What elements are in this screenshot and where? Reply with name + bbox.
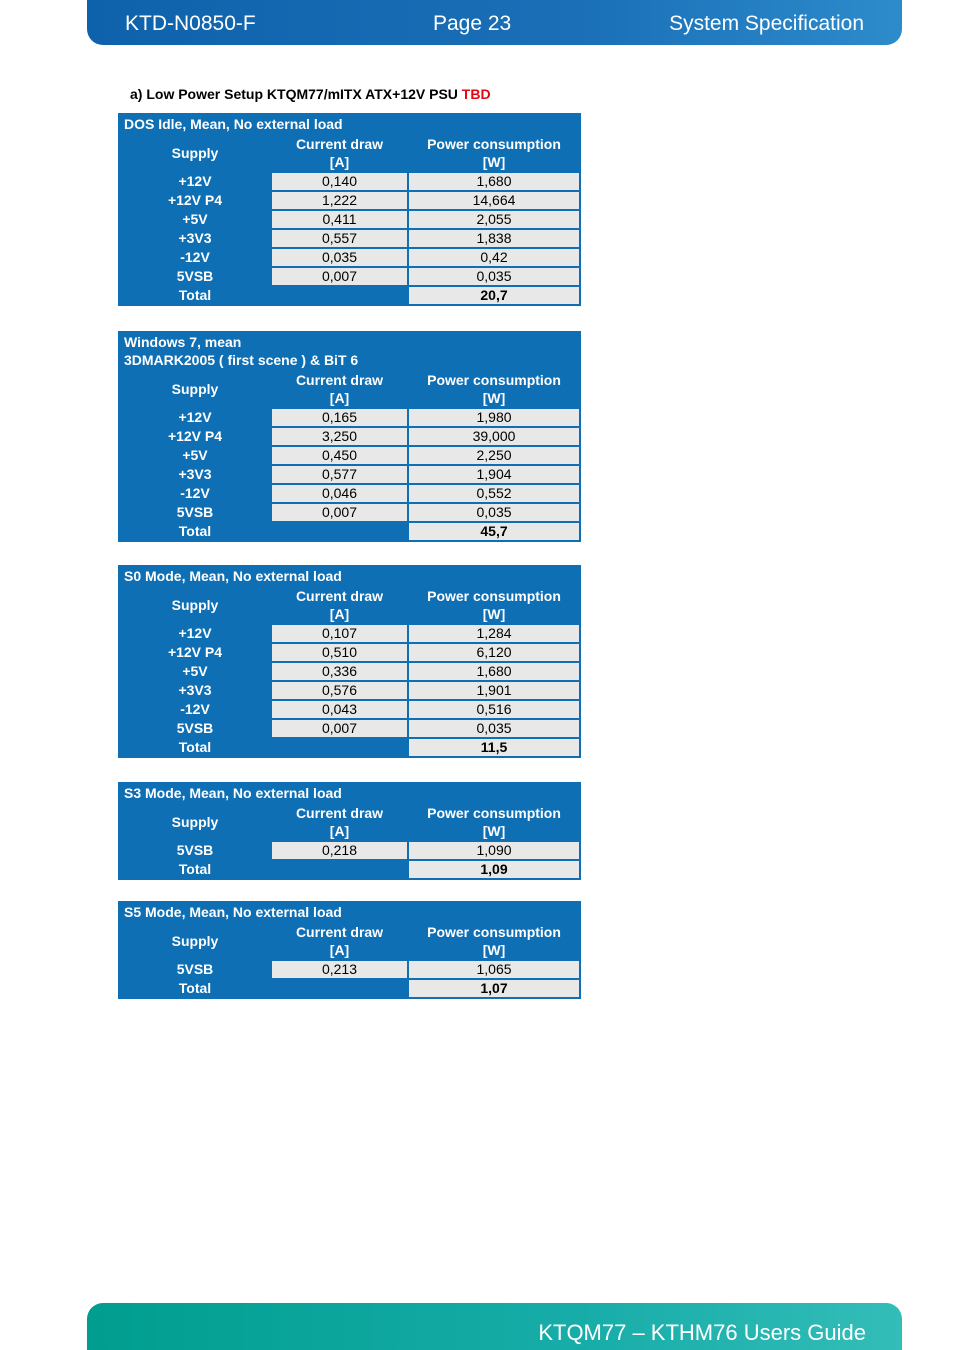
table-row: [120, 173, 579, 190]
page-number: Page 23: [433, 12, 512, 35]
col-header-supply: Supply: [171, 814, 219, 830]
supply-cell: +12V P4: [167, 428, 223, 444]
power-cell: 1,680: [409, 663, 579, 680]
table-title-line: S5 Mode, Mean, No external load: [124, 904, 342, 920]
power-cell: 2,250: [409, 447, 579, 464]
col-header-supply: Supply: [171, 597, 219, 613]
table-row: [120, 625, 579, 642]
col-header-current-line1: Current draw: [295, 136, 384, 152]
section-title: System Specification: [669, 12, 864, 35]
col-header-current: [272, 135, 407, 171]
current-cell: 0,213: [272, 961, 407, 978]
power-table: [118, 113, 581, 306]
table-row: [120, 663, 579, 680]
current-cell: 0,140: [272, 173, 407, 190]
total-row: [120, 739, 579, 756]
total-value: 11,5: [409, 739, 579, 756]
col-header-current: [272, 923, 407, 959]
power-cell: 1,838: [409, 230, 579, 247]
current-cell: 0,107: [272, 625, 407, 642]
supply-cell: +12V P4: [167, 644, 223, 660]
table-row: [120, 249, 579, 266]
current-cell: 0,450: [272, 447, 407, 464]
total-blank-cell: [272, 287, 407, 304]
supply-cell: 5VSB: [176, 268, 214, 284]
supply-cell: 5VSB: [176, 842, 214, 858]
power-cell: 1,680: [409, 173, 579, 190]
col-header-supply: Supply: [171, 933, 219, 949]
power-cell: 1,904: [409, 466, 579, 483]
table-row: [120, 447, 579, 464]
col-header-current: [272, 371, 407, 407]
total-label: Total: [178, 980, 212, 996]
power-table: [118, 331, 581, 542]
current-cell: 0,046: [272, 485, 407, 502]
table-title: [120, 567, 579, 585]
current-cell: 0,336: [272, 663, 407, 680]
supply-cell: +12V: [178, 625, 212, 641]
total-value: 1,09: [409, 861, 579, 878]
current-cell: 0,007: [272, 720, 407, 737]
current-cell: 0,557: [272, 230, 407, 247]
power-cell: 0,035: [409, 268, 579, 285]
table-title-line: Windows 7, mean: [124, 334, 242, 350]
supply-cell: +3V3: [178, 230, 212, 246]
col-header-power-line1: Power consumption: [427, 136, 561, 152]
current-cell: 0,007: [272, 268, 407, 285]
power-cell: 1,980: [409, 409, 579, 426]
current-cell: 0,510: [272, 644, 407, 661]
supply-cell: -12V: [180, 249, 210, 265]
current-cell: 0,577: [272, 466, 407, 483]
doc-id: KTD-N0850-F: [125, 12, 256, 35]
col-header-current: [272, 587, 407, 623]
power-table: [118, 565, 581, 758]
supply-cell: +5V: [182, 211, 208, 227]
col-header-power: [409, 371, 579, 407]
table-row: [120, 504, 579, 521]
power-cell: 1,090: [409, 842, 579, 859]
power-cell: 6,120: [409, 644, 579, 661]
supply-cell: 5VSB: [176, 504, 214, 520]
col-header-power-line2: [W]: [482, 606, 506, 622]
current-cell: 0,411: [272, 211, 407, 228]
supply-cell: -12V: [180, 485, 210, 501]
col-header-power: [409, 923, 579, 959]
table-row: [120, 466, 579, 483]
current-cell: 0,576: [272, 682, 407, 699]
power-cell: 0,516: [409, 701, 579, 718]
current-cell: 0,218: [272, 842, 407, 859]
current-cell: 0,035: [272, 249, 407, 266]
table-row: [120, 211, 579, 228]
power-table: [118, 782, 581, 880]
table-title-line: DOS Idle, Mean, No external load: [124, 116, 343, 132]
current-cell: 3,250: [272, 428, 407, 445]
col-header-current-line1: Current draw: [295, 805, 384, 821]
table-title: [120, 903, 579, 921]
total-row: [120, 523, 579, 540]
total-blank-cell: [272, 861, 407, 878]
supply-cell: +12V: [178, 409, 212, 425]
table-row: [120, 268, 579, 285]
col-header-power-line1: Power consumption: [427, 588, 561, 604]
table-row: [120, 961, 579, 978]
current-cell: 1,222: [272, 192, 407, 209]
total-blank-cell: [272, 523, 407, 540]
current-cell: 0,165: [272, 409, 407, 426]
table-row: [120, 842, 579, 859]
power-cell: 0,42: [409, 249, 579, 266]
col-header-supply: Supply: [171, 381, 219, 397]
col-header-current-line2: [A]: [329, 606, 350, 622]
table-row: [120, 720, 579, 737]
table-row: [120, 409, 579, 426]
col-header-power-line2: [W]: [482, 942, 506, 958]
power-cell: 1,284: [409, 625, 579, 642]
total-value: 1,07: [409, 980, 579, 997]
col-header-power-line1: Power consumption: [427, 805, 561, 821]
table-title-line: 3DMARK2005 ( first scene ) & BiT 6: [124, 352, 359, 368]
power-cell: 1,065: [409, 961, 579, 978]
supply-cell: 5VSB: [176, 720, 214, 736]
power-table: [118, 901, 581, 999]
table-title-line: S3 Mode, Mean, No external load: [124, 785, 342, 801]
total-value: 45,7: [409, 523, 579, 540]
col-header-current-line1: Current draw: [295, 924, 384, 940]
total-label: Total: [178, 739, 212, 755]
total-row: [120, 861, 579, 878]
current-cell: 0,043: [272, 701, 407, 718]
col-header-supply: Supply: [171, 145, 219, 161]
table-row: [120, 701, 579, 718]
table-row: [120, 428, 579, 445]
col-header-current-line2: [A]: [329, 154, 350, 170]
setup-title-text: a) Low Power Setup KTQM77/mITX ATX+12V PSU: [130, 86, 462, 102]
current-cell: 0,007: [272, 504, 407, 521]
total-value: 20,7: [409, 287, 579, 304]
total-label: Total: [178, 523, 212, 539]
total-label: Total: [178, 287, 212, 303]
power-cell: 1,901: [409, 682, 579, 699]
col-header-power-line1: Power consumption: [427, 372, 561, 388]
col-header-current-line2: [A]: [329, 823, 350, 839]
power-cell: 0,552: [409, 485, 579, 502]
col-header-power-line2: [W]: [482, 390, 506, 406]
table-title: [120, 784, 579, 802]
col-header-current-line2: [A]: [329, 390, 350, 406]
col-header-power: [409, 804, 579, 840]
table-title: [120, 115, 579, 133]
tbd-label: TBD: [461, 86, 491, 102]
table-row: [120, 230, 579, 247]
col-header-current-line1: Current draw: [295, 588, 384, 604]
page-footer: [87, 1303, 902, 1350]
table-title-line: S0 Mode, Mean, No external load: [124, 568, 342, 584]
power-cell: 39,000: [409, 428, 579, 445]
table-row: [120, 644, 579, 661]
col-header-power-line2: [W]: [482, 823, 506, 839]
col-header-current-line2: [A]: [329, 942, 350, 958]
table-title: [120, 333, 579, 369]
supply-cell: +12V: [178, 173, 212, 189]
total-blank-cell: [272, 739, 407, 756]
guide-title: KTQM77 – KTHM76 Users Guide: [538, 1320, 866, 1345]
col-header-power: [409, 135, 579, 171]
total-row: [120, 287, 579, 304]
page-header: [87, 0, 902, 45]
table-row: [120, 682, 579, 699]
supply-cell: +12V P4: [167, 192, 223, 208]
col-header-power: [409, 587, 579, 623]
table-row: [120, 485, 579, 502]
total-row: [120, 980, 579, 997]
supply-cell: -12V: [180, 701, 210, 717]
power-cell: 0,035: [409, 504, 579, 521]
supply-cell: 5VSB: [176, 961, 214, 977]
power-cell: 14,664: [409, 192, 579, 209]
col-header-current: [272, 804, 407, 840]
col-header-power-line2: [W]: [482, 154, 506, 170]
total-label: Total: [178, 861, 212, 877]
supply-cell: +5V: [182, 663, 208, 679]
supply-cell: +3V3: [178, 466, 212, 482]
power-cell: 0,035: [409, 720, 579, 737]
supply-cell: +3V3: [178, 682, 212, 698]
total-blank-cell: [272, 980, 407, 997]
col-header-current-line1: Current draw: [295, 372, 384, 388]
supply-cell: +5V: [182, 447, 208, 463]
col-header-power-line1: Power consumption: [427, 924, 561, 940]
setup-heading: [130, 86, 491, 102]
table-row: [120, 192, 579, 209]
power-cell: 2,055: [409, 211, 579, 228]
